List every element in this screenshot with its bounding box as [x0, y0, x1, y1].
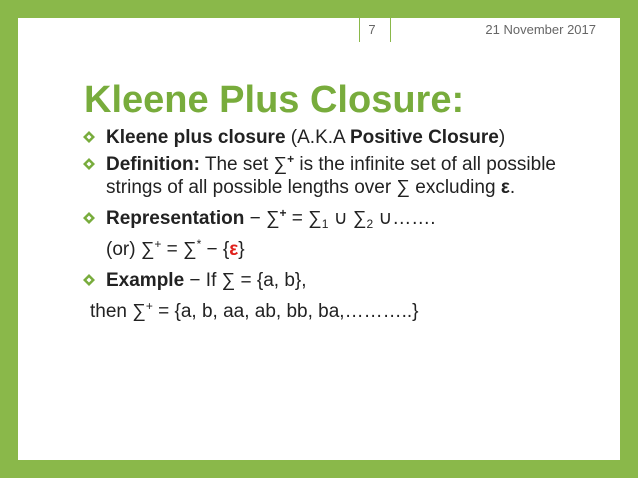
slide-title: Kleene Plus Closure: — [84, 79, 465, 121]
representation-text-3: ∪ ∑ — [328, 208, 367, 229]
kleene-plus-label: Kleene plus closure — [106, 127, 286, 148]
then-plus: + — [145, 299, 153, 313]
bullet-example — [82, 269, 562, 292]
or-plus: + — [154, 237, 162, 251]
example-text: − If ∑ = {a, b}, — [184, 270, 307, 291]
or-text-4: } — [238, 239, 245, 260]
representation-text-2: = ∑ — [286, 208, 322, 229]
or-star: * — [196, 237, 202, 251]
definition-label: Definition: — [106, 154, 200, 175]
definition-epsilon: ε — [500, 177, 510, 198]
bullet-representation — [82, 207, 562, 230]
then-text-2: = {a, b, aa, ab, bb, ba,………..} — [152, 301, 419, 322]
diamond-bullet-icon — [82, 157, 96, 171]
or-epsilon: ε — [229, 239, 239, 260]
representation-sub-1: 1 — [321, 217, 329, 231]
slide-date: 21 November 2017 — [485, 22, 596, 37]
then-text-1: then ∑ — [90, 301, 146, 322]
kleene-plus-end: ) — [498, 127, 506, 148]
representation-sub-2: 2 — [366, 217, 374, 231]
or-text-2: = ∑ — [161, 239, 197, 260]
definition-text-1: The set ∑ — [199, 154, 288, 175]
example-label: Example — [106, 270, 185, 291]
slide-header — [359, 18, 596, 42]
slide-body — [82, 126, 562, 323]
or-text-3: − { — [201, 239, 230, 260]
diamond-bullet-icon — [82, 130, 96, 144]
then-line — [90, 300, 562, 323]
representation-plus: + — [279, 206, 287, 220]
positive-closure-label: Positive Closure — [349, 127, 499, 148]
or-line — [106, 238, 562, 261]
representation-text-1: − ∑ — [244, 208, 280, 229]
definition-plus: + — [287, 152, 295, 166]
kleene-plus-aka: (A.K.A — [285, 127, 350, 148]
or-text-1: (or) ∑ — [106, 239, 155, 260]
bullet-kleene-plus — [82, 126, 562, 149]
bullet-definition — [82, 153, 562, 199]
definition-end: . — [509, 177, 516, 198]
diamond-bullet-icon — [82, 211, 96, 225]
definition-text-2: is the infinite set of all possible strings of all possible lengths over ∑ excluding — [106, 154, 556, 198]
diamond-bullet-icon — [82, 273, 96, 287]
representation-label: Representation — [106, 208, 245, 229]
slide-number: 7 — [359, 18, 391, 42]
representation-text-4: ∪……. — [373, 208, 436, 229]
